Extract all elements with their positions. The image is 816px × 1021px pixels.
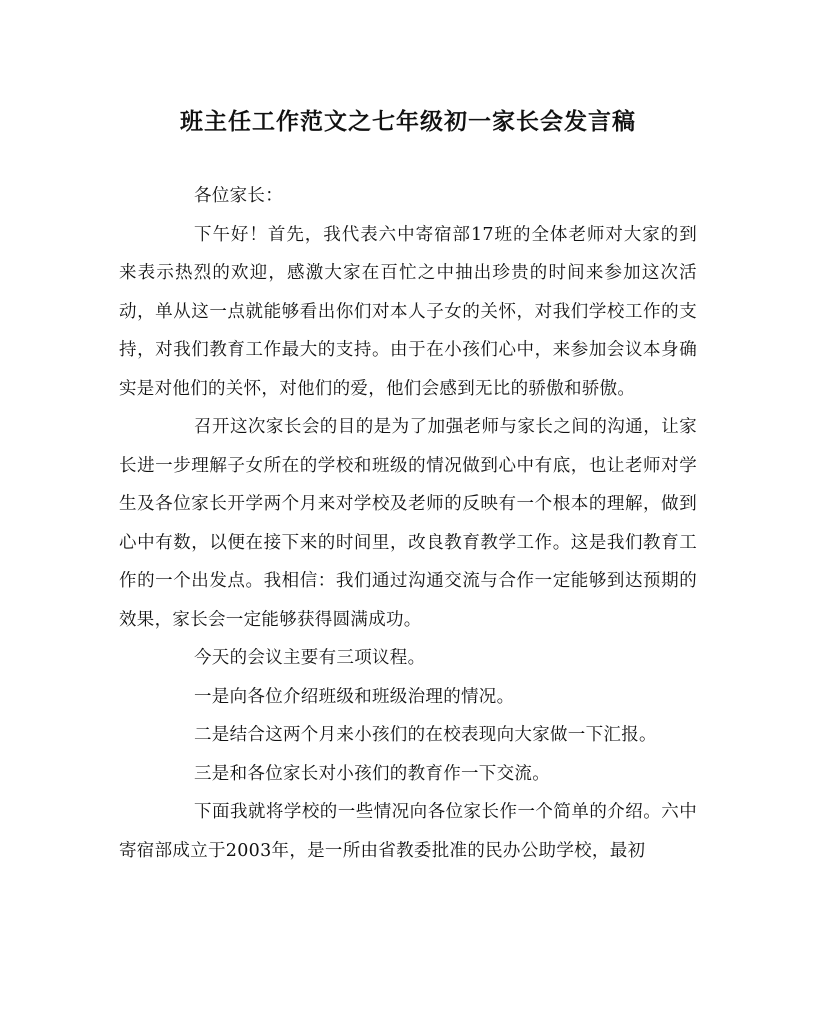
salutation-paragraph: 各位家长： — [194, 186, 283, 206]
school-intro-paragraph: 下面我就将学校的一些情况向各位家长作一个简单的介绍。六中寄宿部成立于2003年，是一所由省教委批准的民办公助学校，最初 — [119, 802, 697, 861]
document-title: 班主任工作范文之七年级初一家长会发言稿 — [180, 108, 636, 135]
agenda-item-1: 一是向各位介绍班级和班级治理的情况。 — [194, 686, 515, 707]
agenda-intro-paragraph: 今天的会议主要有三项议程。 — [194, 648, 426, 668]
greeting-paragraph: 下午好！首先，我代表六中寄宿部17班的全体老师对大家的到来表示热烈的欢迎，感激大家在百忙之中抽出珍贵的时间来参加这次活动，单从这一点就能够看出你们对本人子女的关怀，对我们学校工作的支持，对我们教育工作最大的支持。由于在小孩们心中，来参加会议本身确实是对他们的关怀，对他们的爱，他们会感到无比的骄傲和骄傲。 — [119, 224, 697, 399]
document-body — [119, 177, 697, 870]
purpose-paragraph: 召开这次家长会的目的是为了加强老师与家长之间的沟通，让家长进一步理解子女所在的学校和班级的情况做到心中有底，也让老师对学生及各位家长开学两个月来对学校及老师的反映有一个根本的理解，做到心中有数，以便在接下来的时间里，改良教育教学工作。这是我们教育工作的一个出发点。我相信：我们通过沟通交流与合作一定能够到达预期的效果，家长会一定能够获得圆满成功。 — [119, 417, 697, 630]
agenda-item-2: 二是结合这两个月来小孩们的在校表现向大家做一下汇报。 — [194, 725, 657, 745]
agenda-item-3: 三是和各位家长对小孩们的教育作一下交流。 — [194, 763, 550, 784]
